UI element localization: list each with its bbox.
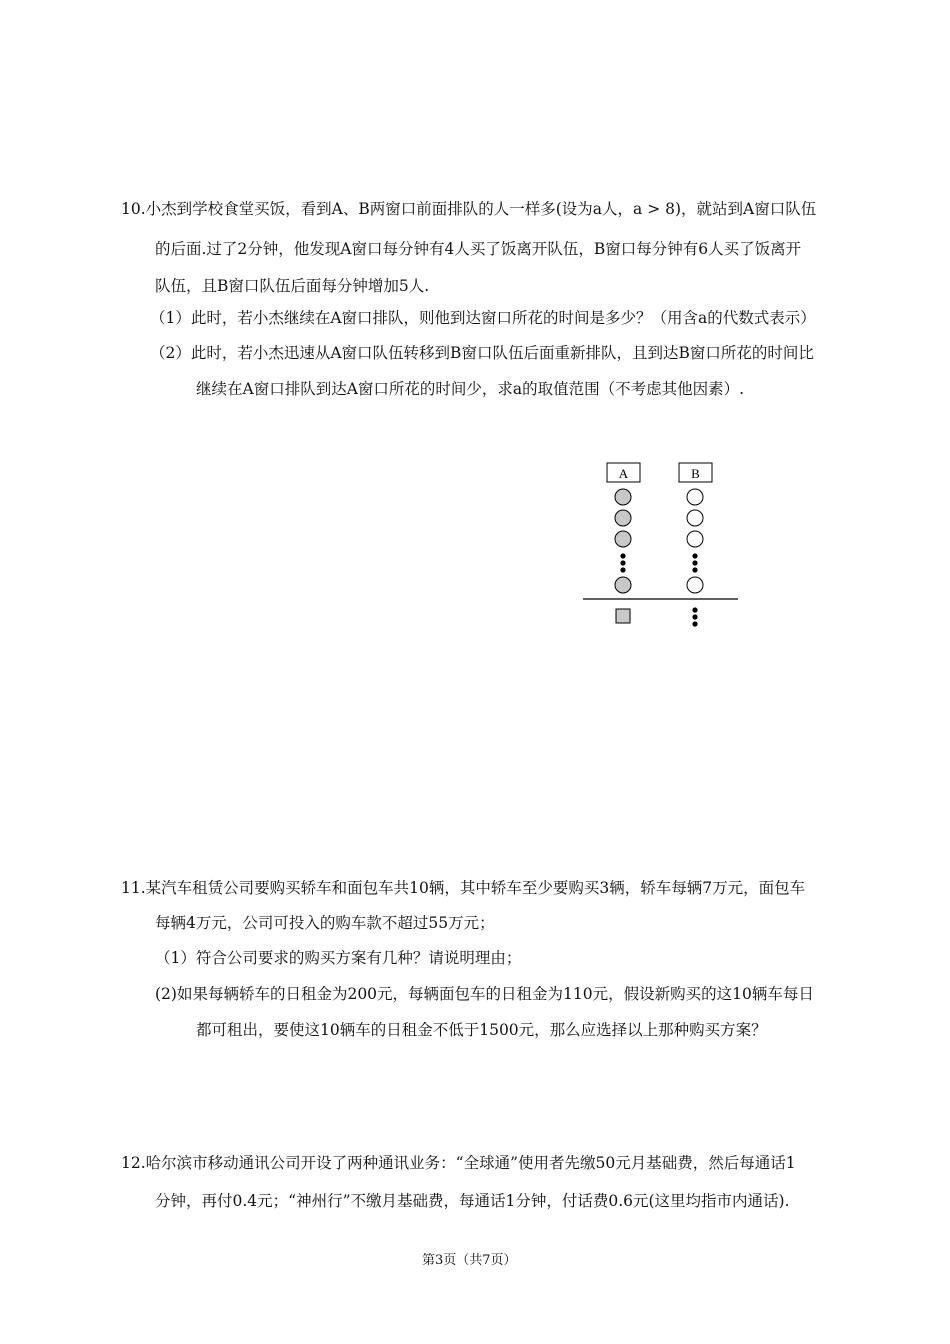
q12-line-2: 分钟，再付0.4元；“神州行”不缴月基础费，每通话1分钟，付话费0.6元(这里均指市内通话). xyxy=(155,1192,790,1210)
queue-a-person xyxy=(615,489,631,505)
q12-line-1: 12.哈尔滨市移动通讯公司开设了两种通讯业务：“全球通”使用者先缴50元月基础费，然后每通话1 xyxy=(121,1154,796,1172)
queue-b-person xyxy=(687,510,703,526)
queue-b-person xyxy=(687,489,703,505)
queue-b-ellipsis-dot xyxy=(692,567,697,572)
window-b-label: B xyxy=(691,466,700,481)
queue-b-person xyxy=(687,577,703,593)
queue-figure xyxy=(575,455,750,635)
q10-part-1: （1）此时，若小杰继续在A窗口排队，则他到达窗口所花的时间是多少？（用含a的代数式表示） xyxy=(150,309,816,327)
queue-b-person xyxy=(687,531,703,547)
queue-b-tail-dot xyxy=(692,614,697,619)
queue-a-ellipsis-dot xyxy=(620,553,625,558)
q11-part-1: （1）符合公司要求的购买方案有几种？请说明理由； xyxy=(155,949,522,967)
q10-part-2-line-1: （2）此时，若小杰迅速从A窗口队伍转移到B窗口队伍后面重新排队，且到达B窗口所花的时间比 xyxy=(150,344,814,362)
q10-line-1: 10.小杰到学校食堂买饭，看到A、B两窗口前面排队的人一样多(设为a人，a > 8)，就站到A窗口队伍 xyxy=(121,200,817,218)
queue-a-person xyxy=(615,577,631,593)
q10-line-2: 的后面.过了2分钟，他发现A窗口每分钟有4人买了饭离开队伍，B窗口每分钟有6人买了饭离开 xyxy=(155,240,802,258)
q10-line-3: 队伍，且B窗口队伍后面每分钟增加5人. xyxy=(155,277,430,295)
q11-part-2-line-1: (2)如果每辆轿车的日租金为200元，每辆面包车的日租金为110元，假设新购买的这10辆车每日 xyxy=(155,985,814,1003)
queue-b-tail-dot xyxy=(692,621,697,626)
queue-b-ellipsis-dot xyxy=(692,553,697,558)
queue-a-ellipsis-dot xyxy=(620,560,625,565)
window-a-label: A xyxy=(618,466,629,481)
q11-part-2-line-2: 都可租出，要使这10辆车的日租金不低于1500元，那么应选择以上那种购买方案？ xyxy=(196,1021,767,1039)
page-number: 第3页（共7页） xyxy=(422,1253,517,1268)
queue-a-ellipsis-dot xyxy=(620,567,625,572)
queue-a-person xyxy=(615,531,631,547)
queue-a-person xyxy=(615,510,631,526)
q11-line-2: 每辆4万元，公司可投入的购车款不超过55万元； xyxy=(155,914,495,932)
q10-part-2-line-2: 继续在A窗口排队到达A窗口所花的时间少，求a的取值范围（不考虑其他因素）. xyxy=(196,380,745,398)
q11-line-1: 11.某汽车租赁公司要购买轿车和面包车共10辆，其中轿车至少要购买3辆，轿车每辆7万元，面包车 xyxy=(121,879,806,897)
queue-b-ellipsis-dot xyxy=(692,560,697,565)
xiaojie-marker xyxy=(616,609,630,623)
queue-b-tail-dot xyxy=(692,607,697,612)
